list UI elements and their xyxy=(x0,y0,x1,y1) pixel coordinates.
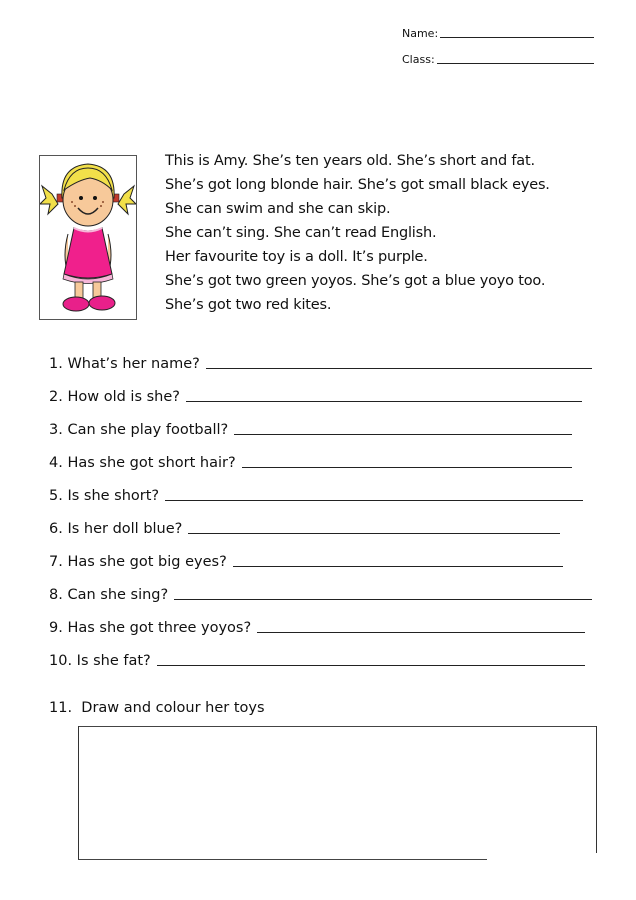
question-number: 3. xyxy=(49,422,63,438)
class-answer-line[interactable] xyxy=(437,62,594,64)
story-line: She can swim and she can skip. xyxy=(165,201,391,217)
question-text: Has she got big eyes? xyxy=(67,554,227,570)
question-text: Has she got short hair? xyxy=(67,455,236,471)
question-text: Is she short? xyxy=(67,488,160,504)
answer-line-6[interactable] xyxy=(188,532,560,534)
question-number: 7. xyxy=(49,554,63,570)
question-4 xyxy=(49,455,572,471)
story-line: She’s got two green yoyos. She’s got a blue yoyo too. xyxy=(165,273,546,289)
question-number: 11. xyxy=(49,700,73,716)
question-text: What’s her name? xyxy=(67,356,200,372)
class-label: Class: xyxy=(402,53,435,66)
question-3 xyxy=(49,422,572,438)
name-field[interactable] xyxy=(402,27,594,40)
answer-line-4[interactable] xyxy=(242,466,572,468)
story-line: She’s got two red kites. xyxy=(165,297,332,313)
question-number: 6. xyxy=(49,521,63,537)
drawing-box-right-border xyxy=(596,726,597,853)
question-1 xyxy=(49,356,592,372)
question-text: Is her doll blue? xyxy=(67,521,183,537)
question-text: Has she got three yoyos? xyxy=(67,620,252,636)
answer-line-1[interactable] xyxy=(206,367,592,369)
question-text: Is she fat? xyxy=(76,653,151,669)
amy-picture xyxy=(39,155,137,320)
answer-line-7[interactable] xyxy=(233,565,563,567)
answer-line-9[interactable] xyxy=(257,631,585,633)
story-text xyxy=(165,149,550,317)
class-field[interactable] xyxy=(402,53,594,66)
question-number: 1. xyxy=(49,356,63,372)
answer-line-10[interactable] xyxy=(157,664,585,666)
question-5 xyxy=(49,488,583,504)
question-8 xyxy=(49,587,592,603)
question-number: 5. xyxy=(49,488,63,504)
question-9 xyxy=(49,620,585,636)
question-text: Draw and colour her toys xyxy=(81,700,265,716)
girl-illustration-icon xyxy=(40,156,136,319)
story-line: She’s got long blonde hair. She’s got small black eyes. xyxy=(165,177,550,193)
question-number: 10. xyxy=(49,653,73,669)
question-number: 9. xyxy=(49,620,63,636)
story-line: Her favourite toy is a doll. It’s purple. xyxy=(165,249,428,265)
drawing-box-top-border xyxy=(78,726,597,727)
drawing-box-bottom-border xyxy=(78,859,487,860)
answer-line-2[interactable] xyxy=(186,400,582,402)
answer-line-3[interactable] xyxy=(234,433,572,435)
name-label: Name: xyxy=(402,27,439,40)
question-2 xyxy=(49,389,582,405)
question-text: How old is she? xyxy=(67,389,180,405)
question-number: 2. xyxy=(49,389,63,405)
question-10 xyxy=(49,653,585,669)
story-line: She can’t sing. She can’t read English. xyxy=(165,225,437,241)
answer-line-5[interactable] xyxy=(165,499,583,501)
question-6 xyxy=(49,521,560,537)
question-number: 4. xyxy=(49,455,63,471)
story-line: This is Amy. She’s ten years old. She’s short and fat. xyxy=(165,153,535,169)
drawing-box-left-border xyxy=(78,726,79,860)
answer-line-8[interactable] xyxy=(174,598,592,600)
question-text: Can she sing? xyxy=(67,587,169,603)
question-7 xyxy=(49,554,563,570)
name-answer-line[interactable] xyxy=(440,36,594,38)
question-text: Can she play football? xyxy=(67,422,229,438)
drawing-task-label xyxy=(49,700,265,716)
question-number: 8. xyxy=(49,587,63,603)
